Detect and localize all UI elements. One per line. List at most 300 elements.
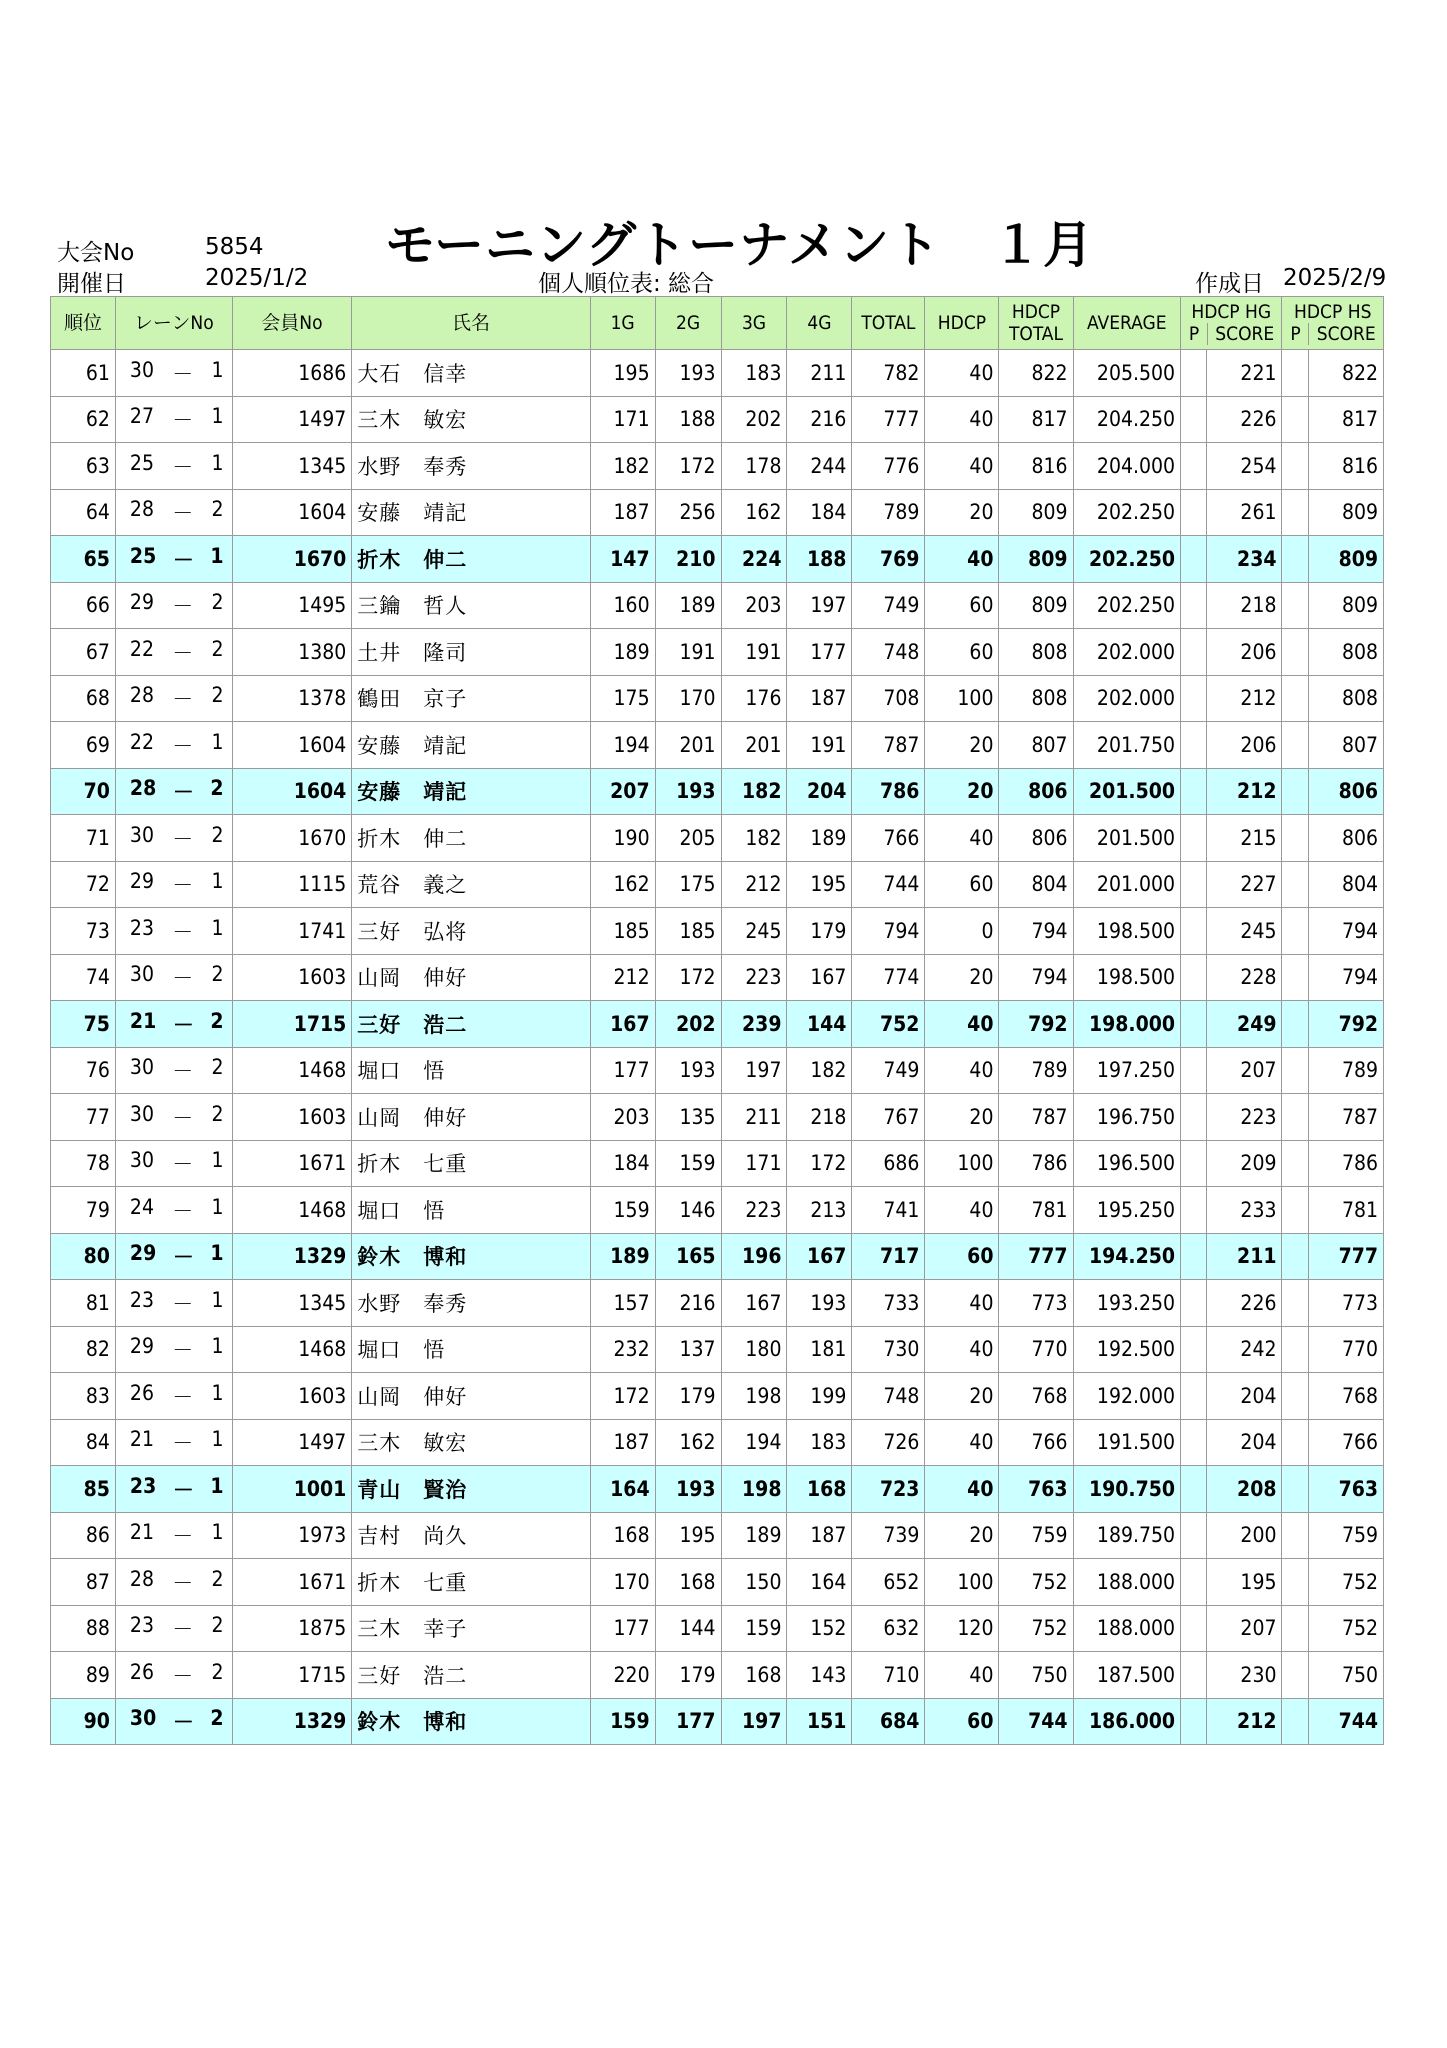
- cell-g3: 223: [721, 954, 787, 1001]
- cell-hg-score: 228: [1207, 954, 1282, 1001]
- lane-sub: 1: [211, 357, 224, 382]
- table-row: [51, 722, 1384, 769]
- cell-g3: 168: [721, 1652, 787, 1699]
- cell-hs-score: 781: [1308, 1187, 1383, 1234]
- cell-name: 三鑰 哲人: [352, 582, 590, 629]
- cell-g4: 151: [787, 1698, 852, 1745]
- cell-rank: 77: [51, 1094, 116, 1141]
- cell-lane: 24 － 1: [115, 1187, 232, 1234]
- cell-hs-p: [1282, 722, 1308, 769]
- cell-g2: 191: [655, 629, 721, 676]
- cell-hg-score: 206: [1207, 722, 1282, 769]
- cell-hg-score: 223: [1207, 1094, 1282, 1141]
- lane-number: 29: [129, 590, 154, 615]
- cell-average: 196.750: [1073, 1094, 1181, 1141]
- lane-sub: 1: [211, 1520, 224, 1545]
- cell-member: 1604: [232, 489, 352, 536]
- cell-hs-p: [1282, 1280, 1308, 1327]
- cell-lane: 27 － 1: [115, 396, 232, 443]
- cell-member: 1329: [232, 1698, 352, 1745]
- cell-hg-score: 233: [1207, 1187, 1282, 1234]
- table-row: [51, 629, 1384, 676]
- cell-g3: 178: [721, 443, 787, 490]
- cell-g4: 204: [787, 768, 852, 815]
- cell-g3: 201: [721, 722, 787, 769]
- cell-lane: 28 － 2: [115, 1559, 232, 1606]
- cell-g1: 168: [590, 1512, 655, 1559]
- lane-number: 22: [129, 636, 154, 661]
- cell-g3: 150: [721, 1559, 787, 1606]
- cell-g1: 159: [590, 1698, 655, 1745]
- cell-g4: 188: [787, 536, 852, 583]
- cell-lane: 26 － 1: [115, 1373, 232, 1420]
- cell-total: 766: [852, 815, 925, 862]
- cell-member: 1345: [232, 443, 352, 490]
- cell-hs-p: [1282, 908, 1308, 955]
- col-hdcp-total-line1: HDCP: [1011, 301, 1061, 323]
- col-hdcp-hg: [1181, 297, 1282, 350]
- cell-g3: 239: [721, 1001, 787, 1048]
- cell-hdcp: 40: [925, 1187, 999, 1234]
- lane-sub: 1: [211, 1380, 224, 1405]
- cell-g2: 146: [655, 1187, 721, 1234]
- cell-hg-p: [1181, 1559, 1207, 1606]
- col-member: 会員No: [232, 297, 352, 350]
- cell-rank: 86: [51, 1512, 116, 1559]
- cell-g2: 202: [655, 1001, 721, 1048]
- cell-hg-score: 226: [1207, 1280, 1282, 1327]
- cell-hg-p: [1181, 1280, 1207, 1327]
- cell-hdcp: 40: [925, 1419, 999, 1466]
- cell-lane: 29 － 1: [115, 1326, 232, 1373]
- cell-hg-p: [1181, 396, 1207, 443]
- lane-sub: 1: [211, 869, 224, 894]
- cell-hdcp-total: 808: [999, 675, 1073, 722]
- cell-member: 1380: [232, 629, 352, 676]
- cell-hs-score: 804: [1308, 861, 1383, 908]
- cell-hs-score: 777: [1308, 1233, 1383, 1280]
- cell-name: 水野 奉秀: [352, 443, 590, 490]
- table-row: [51, 1652, 1384, 1699]
- table-row: [51, 1466, 1384, 1513]
- cell-hg-p: [1181, 768, 1207, 815]
- cell-hdcp: 40: [925, 1001, 999, 1048]
- cell-hdcp: 60: [925, 1233, 999, 1280]
- cell-average: 201.500: [1073, 768, 1181, 815]
- cell-hdcp: 40: [925, 1466, 999, 1513]
- cell-member: 1670: [232, 815, 352, 862]
- col-hdcp-hg-score: SCORE: [1207, 323, 1281, 345]
- cell-lane: 30 － 2: [115, 1698, 232, 1745]
- cell-rank: 88: [51, 1605, 116, 1652]
- cell-hg-score: 245: [1207, 908, 1282, 955]
- cell-hdcp-total: 808: [999, 629, 1073, 676]
- lane-number: 26: [129, 1659, 154, 1684]
- cell-hg-p: [1181, 1466, 1207, 1513]
- cell-hs-score: 809: [1308, 536, 1383, 583]
- cell-hg-p: [1181, 861, 1207, 908]
- created-label: 作成日: [1195, 271, 1264, 297]
- cell-rank: 78: [51, 1140, 116, 1187]
- cell-average: 201.500: [1073, 815, 1181, 862]
- cell-hs-score: 744: [1308, 1698, 1383, 1745]
- cell-g2: 201: [655, 722, 721, 769]
- page-title: モーニングトーナメント １月: [385, 216, 1094, 274]
- lane-sub: 2: [211, 1613, 224, 1638]
- cell-g4: 181: [787, 1326, 852, 1373]
- cell-g4: 167: [787, 1233, 852, 1280]
- cell-hg-score: 218: [1207, 582, 1282, 629]
- cell-total: 708: [852, 675, 925, 722]
- cell-hs-p: [1282, 1419, 1308, 1466]
- cell-hg-p: [1181, 675, 1207, 722]
- cell-name: 荒谷 義之: [352, 861, 590, 908]
- cell-rank: 69: [51, 722, 116, 769]
- cell-member: 1686: [232, 350, 352, 397]
- cell-member: 1604: [232, 768, 352, 815]
- cell-lane: 25 － 1: [115, 443, 232, 490]
- cell-member: 1715: [232, 1001, 352, 1048]
- cell-hs-score: 773: [1308, 1280, 1383, 1327]
- cell-hdcp-total: 787: [999, 1094, 1073, 1141]
- table-row: [51, 536, 1384, 583]
- cell-member: 1345: [232, 1280, 352, 1327]
- cell-g2: 135: [655, 1094, 721, 1141]
- cell-average: 202.250: [1073, 489, 1181, 536]
- cell-g4: 143: [787, 1652, 852, 1699]
- cell-rank: 79: [51, 1187, 116, 1234]
- cell-g3: 197: [721, 1698, 787, 1745]
- col-hdcp-total: [999, 297, 1073, 350]
- cell-member: 1378: [232, 675, 352, 722]
- cell-total: 710: [852, 1652, 925, 1699]
- cell-hg-p: [1181, 815, 1207, 862]
- cell-rank: 85: [51, 1466, 116, 1513]
- cell-rank: 75: [51, 1001, 116, 1048]
- cell-hg-score: 242: [1207, 1326, 1282, 1373]
- cell-g4: 193: [787, 1280, 852, 1327]
- cell-hg-p: [1181, 954, 1207, 1001]
- cell-hs-p: [1282, 536, 1308, 583]
- cell-g3: 224: [721, 536, 787, 583]
- col-hdcp-hg-p: P: [1188, 323, 1200, 345]
- lane-number: 24: [129, 1194, 154, 1219]
- cell-hs-p: [1282, 1652, 1308, 1699]
- lane-number: 27: [129, 404, 154, 429]
- cell-name: 山岡 伸好: [352, 1373, 590, 1420]
- cell-g3: 198: [721, 1373, 787, 1420]
- table-row: [51, 489, 1384, 536]
- cell-name: 三好 浩二: [352, 1652, 590, 1699]
- cell-hs-score: 809: [1308, 489, 1383, 536]
- cell-name: 折木 七重: [352, 1140, 590, 1187]
- cell-hg-score: 200: [1207, 1512, 1282, 1559]
- cell-hs-p: [1282, 861, 1308, 908]
- cell-name: 土井 隆司: [352, 629, 590, 676]
- lane-number: 30: [129, 357, 154, 382]
- cell-hs-score: 768: [1308, 1373, 1383, 1420]
- cell-lane: 28 － 2: [115, 489, 232, 536]
- table-row: [51, 1094, 1384, 1141]
- cell-hg-score: 204: [1207, 1373, 1282, 1420]
- cell-g1: 189: [590, 629, 655, 676]
- cell-hdcp: 40: [925, 350, 999, 397]
- cell-g4: 177: [787, 629, 852, 676]
- cell-average: 204.250: [1073, 396, 1181, 443]
- cell-g1: 185: [590, 908, 655, 955]
- cell-hs-p: [1282, 1140, 1308, 1187]
- header-row: [51, 297, 1384, 350]
- cell-name: 水野 奉秀: [352, 1280, 590, 1327]
- lane-sub: 2: [210, 1008, 224, 1033]
- cell-hs-score: 808: [1308, 675, 1383, 722]
- cell-g4: 189: [787, 815, 852, 862]
- cell-average: 202.250: [1073, 582, 1181, 629]
- cell-rank: 89: [51, 1652, 116, 1699]
- lane-sub: 2: [211, 1566, 224, 1591]
- lane-sub: 1: [210, 1473, 224, 1498]
- cell-hg-score: 207: [1207, 1605, 1282, 1652]
- lane-number: 22: [129, 729, 154, 754]
- ranking-table: [50, 296, 1384, 1745]
- cell-g2: 193: [655, 1466, 721, 1513]
- cell-hg-score: 215: [1207, 815, 1282, 862]
- cell-average: 188.000: [1073, 1559, 1181, 1606]
- cell-hg-score: 212: [1207, 1698, 1282, 1745]
- lane-sub: 2: [211, 590, 224, 615]
- cell-member: 1671: [232, 1559, 352, 1606]
- cell-name: 三木 敏宏: [352, 396, 590, 443]
- cell-g4: 218: [787, 1094, 852, 1141]
- cell-rank: 90: [51, 1698, 116, 1745]
- cell-rank: 64: [51, 489, 116, 536]
- cell-lane: 21 － 1: [115, 1512, 232, 1559]
- cell-g4: 191: [787, 722, 852, 769]
- cell-total: 632: [852, 1605, 925, 1652]
- cell-name: 堀口 悟: [352, 1326, 590, 1373]
- cell-g2: 179: [655, 1373, 721, 1420]
- lane-number: 29: [129, 1334, 154, 1359]
- cell-hg-score: 261: [1207, 489, 1282, 536]
- cell-g1: 170: [590, 1559, 655, 1606]
- cell-average: 197.250: [1073, 1047, 1181, 1094]
- cell-g4: 168: [787, 1466, 852, 1513]
- cell-hg-p: [1181, 1512, 1207, 1559]
- cell-hg-p: [1181, 582, 1207, 629]
- cell-hs-p: [1282, 1466, 1308, 1513]
- cell-hg-p: [1181, 1187, 1207, 1234]
- lane-number: 29: [129, 869, 154, 894]
- cell-g2: 170: [655, 675, 721, 722]
- cell-name: 折木 七重: [352, 1559, 590, 1606]
- cell-hdcp: 120: [925, 1605, 999, 1652]
- lane-number: 23: [129, 1287, 154, 1312]
- cell-lane: 29 － 1: [115, 1233, 232, 1280]
- date-label: 開催日: [57, 271, 126, 297]
- cell-total: 782: [852, 350, 925, 397]
- lane-number: 25: [129, 543, 157, 568]
- col-g4: 4G: [787, 297, 852, 350]
- cell-rank: 66: [51, 582, 116, 629]
- cell-hs-p: [1282, 1559, 1308, 1606]
- cell-hg-score: 209: [1207, 1140, 1282, 1187]
- lane-number: 28: [129, 497, 154, 522]
- cell-hs-p: [1282, 1512, 1308, 1559]
- cell-average: 194.250: [1073, 1233, 1181, 1280]
- table-row: [51, 1698, 1384, 1745]
- cell-name: 安藤 靖記: [352, 722, 590, 769]
- page-subtitle: 個人順位表: 総合: [538, 271, 715, 297]
- cell-g1: 177: [590, 1605, 655, 1652]
- lane-number: 30: [129, 1101, 154, 1126]
- cell-hg-score: 212: [1207, 675, 1282, 722]
- cell-g2: 216: [655, 1280, 721, 1327]
- cell-g4: 182: [787, 1047, 852, 1094]
- cell-g3: 159: [721, 1605, 787, 1652]
- cell-hg-p: [1181, 443, 1207, 490]
- cell-g2: 137: [655, 1326, 721, 1373]
- cell-hg-p: [1181, 1698, 1207, 1745]
- cell-hs-score: 752: [1308, 1605, 1383, 1652]
- cell-hdcp: 60: [925, 1698, 999, 1745]
- cell-g3: 203: [721, 582, 787, 629]
- cell-name: 安藤 靖記: [352, 489, 590, 536]
- cell-g3: 198: [721, 1466, 787, 1513]
- table-row: [51, 768, 1384, 815]
- cell-average: 201.750: [1073, 722, 1181, 769]
- lane-sub: 1: [211, 404, 224, 429]
- cell-rank: 83: [51, 1373, 116, 1420]
- cell-g3: 162: [721, 489, 787, 536]
- cell-g3: 202: [721, 396, 787, 443]
- cell-g4: 183: [787, 1419, 852, 1466]
- event-date: 2025/1/2: [205, 265, 309, 291]
- lane-sub: 1: [211, 915, 224, 940]
- cell-member: 1603: [232, 1094, 352, 1141]
- cell-average: 198.500: [1073, 954, 1181, 1001]
- cell-average: 190.750: [1073, 1466, 1181, 1513]
- col-hdcp-hs-score: SCORE: [1308, 323, 1383, 345]
- cell-lane: 23 － 2: [115, 1605, 232, 1652]
- cell-hdcp: 20: [925, 954, 999, 1001]
- cell-name: 鈴木 博和: [352, 1698, 590, 1745]
- cell-total: 767: [852, 1094, 925, 1141]
- cell-total: 787: [852, 722, 925, 769]
- cell-hs-p: [1282, 954, 1308, 1001]
- cell-hdcp: 60: [925, 861, 999, 908]
- cell-average: 198.000: [1073, 1001, 1181, 1048]
- cell-hdcp: 20: [925, 768, 999, 815]
- lane-sub: 1: [210, 1241, 224, 1266]
- cell-g2: 162: [655, 1419, 721, 1466]
- cell-hdcp-total: 759: [999, 1512, 1073, 1559]
- cell-g3: 191: [721, 629, 787, 676]
- cell-hg-p: [1181, 1605, 1207, 1652]
- cell-hs-score: 789: [1308, 1047, 1383, 1094]
- tournament-no: 5854: [205, 234, 264, 260]
- cell-hdcp: 40: [925, 536, 999, 583]
- cell-lane: 30 － 2: [115, 954, 232, 1001]
- col-lane: レーンNo: [115, 297, 232, 350]
- cell-hdcp-total: 822: [999, 350, 1073, 397]
- col-total: TOTAL: [852, 297, 925, 350]
- cell-name: 青山 賢治: [352, 1466, 590, 1513]
- cell-hdcp-total: 809: [999, 489, 1073, 536]
- cell-hdcp: 40: [925, 443, 999, 490]
- cell-total: 726: [852, 1419, 925, 1466]
- cell-hdcp-total: 809: [999, 536, 1073, 583]
- cell-hs-p: [1282, 675, 1308, 722]
- cell-hg-p: [1181, 722, 1207, 769]
- cell-hdcp-total: 773: [999, 1280, 1073, 1327]
- cell-hs-score: 806: [1308, 768, 1383, 815]
- cell-g1: 182: [590, 443, 655, 490]
- cell-rank: 87: [51, 1559, 116, 1606]
- cell-total: 776: [852, 443, 925, 490]
- cell-name: 山岡 伸好: [352, 954, 590, 1001]
- cell-total: 744: [852, 861, 925, 908]
- cell-hg-p: [1181, 350, 1207, 397]
- cell-hdcp: 100: [925, 675, 999, 722]
- cell-g2: 179: [655, 1652, 721, 1699]
- cell-hdcp: 100: [925, 1140, 999, 1187]
- cell-rank: 61: [51, 350, 116, 397]
- cell-hdcp: 60: [925, 582, 999, 629]
- cell-hdcp: 20: [925, 1094, 999, 1141]
- cell-average: 202.000: [1073, 675, 1181, 722]
- cell-hs-p: [1282, 1233, 1308, 1280]
- cell-hs-p: [1282, 1187, 1308, 1234]
- cell-hdcp: 0: [925, 908, 999, 955]
- cell-hs-p: [1282, 350, 1308, 397]
- cell-g1: 190: [590, 815, 655, 862]
- table-row: [51, 1419, 1384, 1466]
- cell-member: 1741: [232, 908, 352, 955]
- cell-average: 205.500: [1073, 350, 1181, 397]
- table-row: [51, 1605, 1384, 1652]
- cell-hg-score: 212: [1207, 768, 1282, 815]
- cell-hs-score: 752: [1308, 1559, 1383, 1606]
- lane-sub: 2: [211, 962, 224, 987]
- cell-g1: 171: [590, 396, 655, 443]
- cell-hg-score: 211: [1207, 1233, 1282, 1280]
- lane-number: 28: [129, 776, 157, 801]
- cell-hdcp: 40: [925, 1280, 999, 1327]
- cell-member: 1671: [232, 1140, 352, 1187]
- table-row: [51, 1373, 1384, 1420]
- cell-hg-p: [1181, 629, 1207, 676]
- lane-sub: 2: [211, 497, 224, 522]
- table-row: [51, 1280, 1384, 1327]
- cell-average: 192.000: [1073, 1373, 1181, 1420]
- cell-average: 188.000: [1073, 1605, 1181, 1652]
- cell-g1: 159: [590, 1187, 655, 1234]
- lane-sub: 2: [211, 1101, 224, 1126]
- cell-hg-p: [1181, 1652, 1207, 1699]
- cell-name: 三木 敏宏: [352, 1419, 590, 1466]
- cell-hdcp-total: 794: [999, 908, 1073, 955]
- cell-hdcp: 40: [925, 1047, 999, 1094]
- col-hdcp: HDCP: [925, 297, 999, 350]
- cell-g4: 172: [787, 1140, 852, 1187]
- cell-member: 1603: [232, 954, 352, 1001]
- cell-name: 安藤 靖記: [352, 768, 590, 815]
- lane-number: 23: [129, 1613, 154, 1638]
- cell-hs-score: 770: [1308, 1326, 1383, 1373]
- cell-average: 193.250: [1073, 1280, 1181, 1327]
- cell-hdcp-total: 786: [999, 1140, 1073, 1187]
- cell-rank: 81: [51, 1280, 116, 1327]
